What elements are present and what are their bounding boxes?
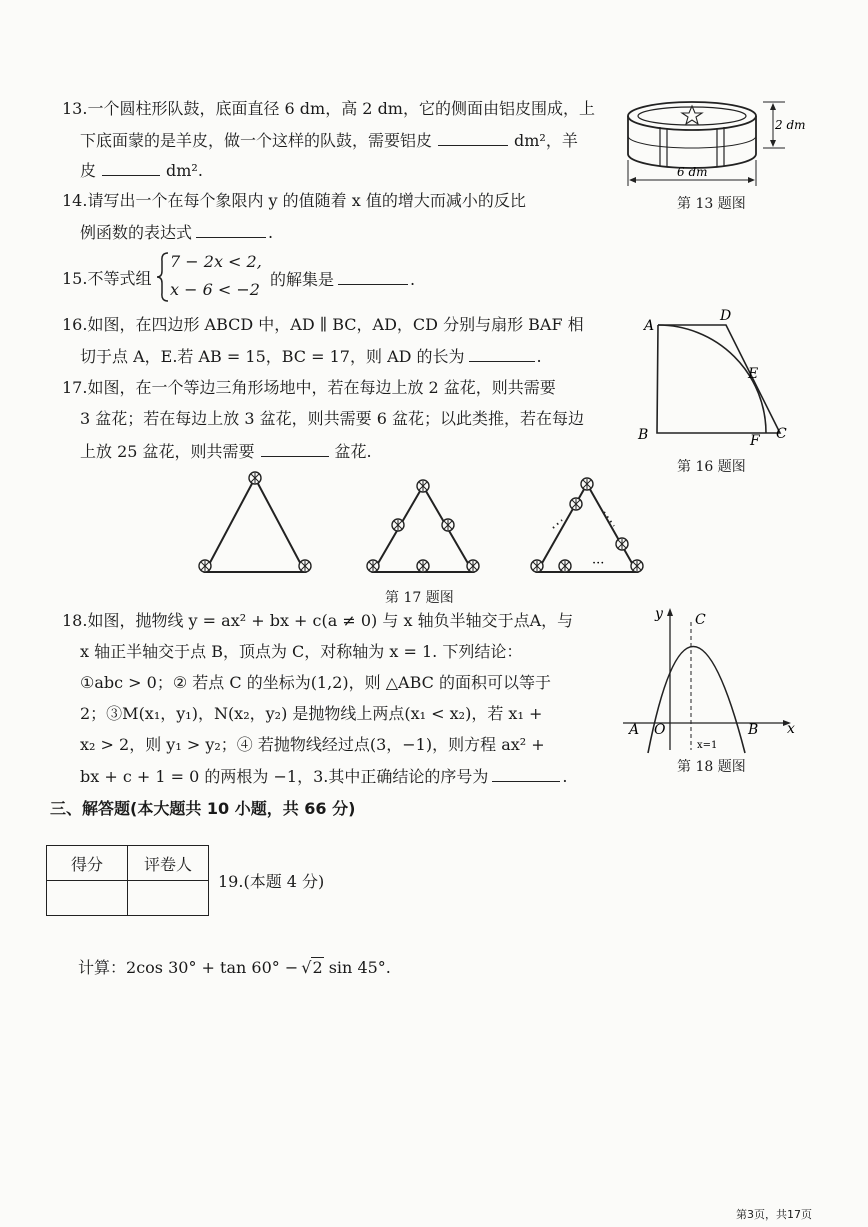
q16-label-a: A bbox=[644, 318, 655, 334]
q17-caption: 第 17 题图 bbox=[385, 590, 454, 606]
q17-triangle-2 bbox=[367, 480, 479, 572]
score-cell[interactable] bbox=[47, 881, 128, 916]
q17-line2: 3 盆花；若在每边上放 3 盆花，则共需要 6 盆花；以此类推，若在每边 bbox=[80, 409, 584, 428]
q15-ineq-2: x − 6 < −2 bbox=[170, 280, 260, 299]
q16-label-f: F bbox=[750, 433, 760, 449]
q19-calc-sqrt: 2 bbox=[312, 958, 323, 977]
q17-triangle-3 bbox=[531, 478, 643, 572]
q19-calc-label: 计算： bbox=[78, 958, 127, 977]
q15-suffix-line bbox=[270, 268, 415, 291]
q13-line3-unit: dm². bbox=[166, 161, 203, 180]
q13-line1: 13.一个圆柱形队鼓，底面直径 6 dm，高 2 dm，它的侧面由铝皮围成，上 bbox=[62, 99, 595, 118]
q13-height-label: 2 dm bbox=[775, 118, 806, 132]
q18-o-label: O bbox=[654, 722, 666, 738]
q17-line3-end: 盆花. bbox=[334, 442, 372, 461]
q14-line2 bbox=[80, 221, 273, 244]
q17-line1: 17.如图，在一个等边三角形场地中，若在每边上放 2 盆花，则共需要 bbox=[62, 378, 556, 397]
q16-label-e: E bbox=[748, 366, 759, 382]
q19-header: 19.(本题 4 分) bbox=[218, 872, 325, 891]
q13-blank-1[interactable] bbox=[438, 129, 508, 146]
q13-line2 bbox=[80, 129, 578, 152]
q18-y-label: y bbox=[655, 606, 663, 622]
q18-blank[interactable] bbox=[492, 765, 560, 782]
q18-a-label: A bbox=[629, 722, 640, 738]
q15-prefix: 15.不等式组 bbox=[62, 269, 152, 288]
score-header: 得分 bbox=[47, 846, 128, 881]
q17-line3-text: 上放 25 盆花，则共需要 bbox=[80, 442, 255, 461]
grader-header: 评卷人 bbox=[128, 846, 209, 881]
section3-title: 三、解答题(本大题共 10 小题，共 66 分) bbox=[50, 799, 356, 818]
q18-b-label: B bbox=[748, 722, 759, 738]
q17-line3 bbox=[80, 440, 372, 463]
q16-line1: 16.如图，在四边形 ABCD 中，AD ∥ BC，AD，CD 分别与扇形 BAF 相 bbox=[62, 315, 584, 334]
q13-line3-text: 皮 bbox=[80, 161, 97, 180]
q19-calc-expr-b: sin 45°. bbox=[328, 958, 391, 977]
q16-label-c: C bbox=[776, 426, 787, 442]
q18-line6-text: bx + c + 1 = 0 的两根为 −1，3.其中正确结论的序号为 bbox=[80, 767, 489, 786]
q13-line3 bbox=[80, 159, 203, 182]
q16-label-b: B bbox=[638, 427, 649, 443]
q15-end: . bbox=[410, 270, 416, 289]
q16-label-d: D bbox=[720, 308, 732, 324]
q17-figure bbox=[190, 462, 660, 582]
q16-caption: 第 16 题图 bbox=[677, 459, 746, 475]
q18-line1: 18.如图，抛物线 y = ax² + bx + c(a ≠ 0) 与 x 轴负半轴交于点A，与 bbox=[62, 611, 574, 630]
q14-line1: 14.请写出一个在每个象限内 y 的值随着 x 值的增大而减小的反比 bbox=[62, 191, 526, 210]
page-number: 第3页，共17页 bbox=[736, 1208, 812, 1221]
q18-line2: x 轴正半轴交于点 B，顶点为 C，对称轴为 x = 1. 下列结论： bbox=[80, 642, 523, 661]
q16-line2 bbox=[80, 345, 542, 368]
q18-line5: x₂ > 2，则 y₁ > y₂；④ 若抛物线经过点(3，−1)，则方程 ax² + bbox=[80, 735, 545, 754]
q15-suffix: 的解集是 bbox=[270, 270, 335, 289]
q18-x-label: x bbox=[787, 721, 795, 737]
q17-triangle-1 bbox=[199, 472, 311, 572]
q14-line2-end: . bbox=[268, 223, 274, 242]
q18-line4: 2；③M(x₁，y₁)，N(x₂，y₂) 是抛物线上两点(x₁ < x₂)，若 x₁ + bbox=[80, 704, 543, 723]
q18-line3: ①abc > 0；② 若点 C 的坐标为(1,2)，则 △ABC 的面积可以等于 bbox=[80, 673, 551, 692]
sqrt-icon: √ bbox=[301, 958, 312, 977]
q17-blank[interactable] bbox=[261, 440, 329, 457]
q13-width-label: 6 dm bbox=[677, 165, 708, 179]
q18-c-label: C bbox=[695, 612, 706, 628]
q16-figure bbox=[630, 300, 800, 450]
q18-line6-end: . bbox=[562, 767, 568, 786]
q13-blank-2[interactable] bbox=[102, 159, 160, 176]
q14-blank[interactable] bbox=[196, 221, 266, 238]
q15-brace-icon bbox=[156, 251, 170, 303]
q18-caption: 第 18 题图 bbox=[677, 759, 746, 775]
q16-blank[interactable] bbox=[469, 345, 535, 362]
score-table bbox=[46, 845, 209, 916]
q18-line6 bbox=[80, 765, 567, 788]
q13-line2-text: 下底面蒙的是羊皮，做一个这样的队鼓，需要铝皮 bbox=[80, 131, 433, 150]
q16-line2-text: 切于点 A，E.若 AB = 15，BC = 17，则 AD 的长为 bbox=[80, 347, 465, 366]
q13-caption: 第 13 题图 bbox=[677, 196, 746, 212]
q16-line2-end: . bbox=[536, 347, 542, 366]
q13-line2-unit: dm²，羊 bbox=[514, 131, 578, 150]
q18-figure bbox=[615, 600, 805, 755]
q17-ellipsis: ··· bbox=[592, 556, 605, 571]
q15-blank[interactable] bbox=[338, 268, 408, 285]
q13-drum-figure bbox=[615, 92, 815, 192]
q19-calc-expr-a: 2cos 30° + tan 60° − bbox=[126, 958, 299, 977]
q15-ineq-1: 7 − 2x < 2, bbox=[170, 252, 262, 271]
grader-cell[interactable] bbox=[128, 881, 209, 916]
q19-calc bbox=[78, 957, 391, 979]
q14-line2-text: 例函数的表达式 bbox=[80, 223, 193, 242]
q18-axis-label: x=1 bbox=[697, 740, 718, 751]
